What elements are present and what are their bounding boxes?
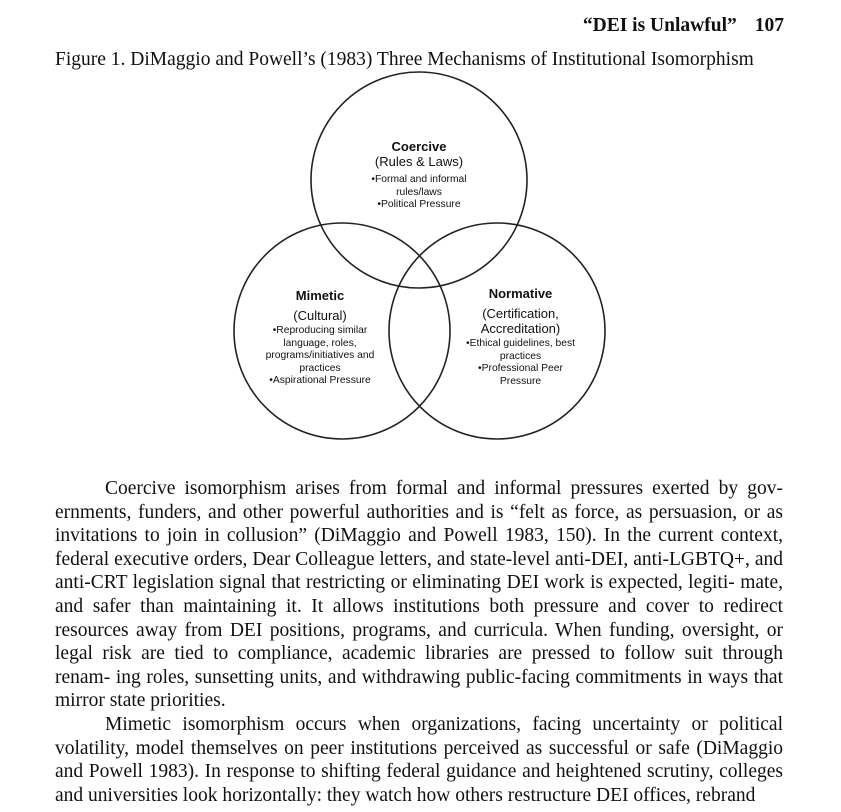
normative-title: Normative bbox=[488, 286, 553, 301]
body-line: ing roles, sunsetting units, and withdrawing public-facing commitments in ways that mirror bbox=[55, 666, 783, 712]
figure-caption: Figure 1. DiMaggio and Powell’s (1983) Three Mechanisms of Institutional Isomorphism bbox=[55, 49, 754, 70]
normative-label-group bbox=[448, 286, 593, 388]
mimetic-bullet-line: programs/initiatives and bbox=[265, 350, 375, 361]
mimetic-subtitle: (Cultural) bbox=[293, 308, 347, 323]
body-line: and universities look horizontally: they watch how others restructure DEI offices, rebrand bbox=[55, 784, 756, 806]
body-line: resources away from DEI positions, programs, and curricula. When funding, oversight, or bbox=[55, 619, 783, 641]
normative-subtitle: (Certification, bbox=[482, 306, 559, 321]
body-line: volatility, model themselves on peer institutions perceived as successful or safe (DiMaggio bbox=[55, 737, 783, 759]
coercive-subtitle: (Rules & Laws) bbox=[374, 154, 464, 169]
body-line: mate, and safer than maintaining it. It allows institutions both pressure and cover to redirect bbox=[55, 572, 783, 617]
mimetic-bullet-line: language, roles, bbox=[283, 337, 357, 349]
normative-bullet-line: Pressure bbox=[499, 375, 542, 387]
coercive-bullet-line: •Political Pressure bbox=[377, 199, 461, 210]
body-line: invitations to join in collusion” (DiMaggio and Powell 1983, 150). In the current context, bbox=[55, 525, 783, 547]
paragraph-mimetic bbox=[55, 713, 783, 807]
normative-bullet-line: •Ethical guidelines, best bbox=[466, 338, 575, 349]
mimetic-label-group bbox=[250, 288, 390, 388]
mimetic-bullet-line: •Reproducing similar bbox=[272, 325, 368, 336]
coercive-title: Coercive bbox=[391, 139, 447, 154]
normative-bullet-line: •Professional Peer bbox=[478, 363, 563, 374]
body-line: federal executive orders, Dear Colleague letters, and state-level anti-DEI, anti-LGBTQ+, bbox=[55, 548, 750, 570]
page-number: 107 bbox=[754, 15, 784, 36]
mimetic-bullet-line: practices bbox=[299, 362, 341, 374]
body-line: Coercive isomorphism arises from formal and informal pressures exerted by gov- bbox=[105, 478, 783, 499]
body-line: legal risk are tied to compliance, academic libraries are pressed to follow suit through renam- bbox=[55, 643, 783, 688]
coercive-bullet-line: •Formal and informal bbox=[371, 174, 467, 185]
body-line: and anti-CRT legislation signal that restricting or eliminating DEI work is expected, legiti- bbox=[55, 548, 783, 594]
normative-subtitle: Accreditation) bbox=[480, 321, 561, 336]
body-text bbox=[55, 477, 783, 807]
mimetic-title: Mimetic bbox=[295, 288, 345, 303]
coercive-bullet-line: rules/laws bbox=[396, 186, 442, 198]
mimetic-bullet-line: •Aspirational Pressure bbox=[269, 375, 371, 386]
paragraph-coercive bbox=[55, 477, 783, 713]
body-line: Mimetic isomorphism occurs when organizations, facing uncertainty or political bbox=[105, 713, 783, 735]
normative-bullet-line: practices bbox=[499, 350, 542, 362]
body-line: state priorities. bbox=[109, 690, 226, 712]
coercive-label-group bbox=[339, 139, 499, 212]
body-line: ernments, funders, and other powerful authorities and is “felt as force, as persuasion, or as bbox=[55, 501, 783, 523]
running-head-title: “DEI is Unlawful” bbox=[582, 15, 737, 36]
body-line: and Powell 1983). In response to shifting federal guidance and heightened scrutiny, colleges bbox=[55, 761, 783, 783]
